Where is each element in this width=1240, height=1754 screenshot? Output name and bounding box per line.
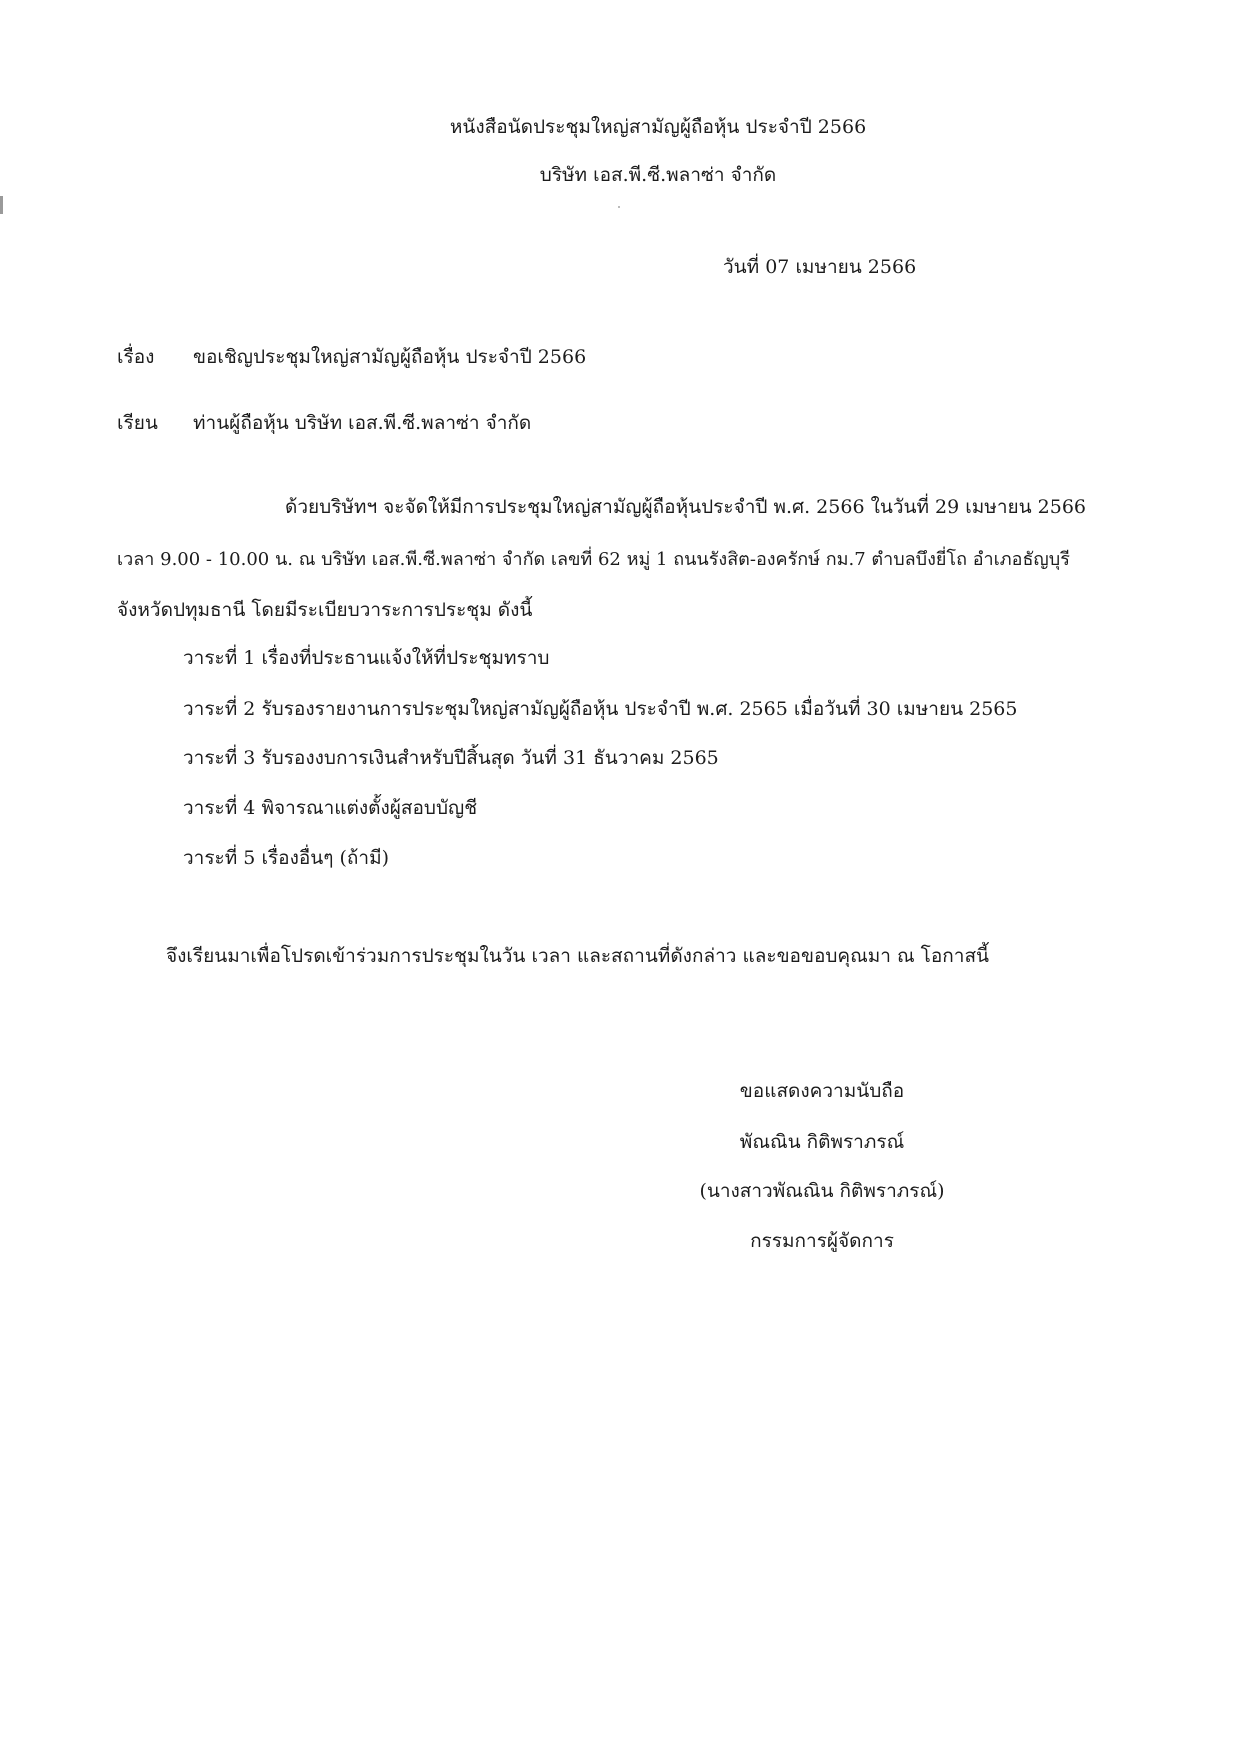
scan-speck bbox=[618, 206, 620, 208]
agenda-item-label: วาระที่ 3 bbox=[183, 747, 256, 769]
recipient-label: เรียน bbox=[117, 412, 158, 434]
agenda-item-text: เรื่องที่ประธานแจ้งให้ที่ประชุมทราบ bbox=[261, 647, 550, 669]
letter-date: วันที่ 07 เมษายน 2566 bbox=[723, 256, 917, 278]
agenda-item-label: วาระที่ 4 bbox=[183, 797, 256, 819]
subject-text: ขอเชิญประชุมใหญ่สามัญผู้ถือหุ้น ประจำปี 2566 bbox=[193, 346, 587, 368]
body-line-3: จังหวัดปทุมธานี โดยมีระเบียบวาระการประชุม ดังนี้ bbox=[117, 599, 533, 621]
body-line-1: ด้วยบริษัทฯ จะจัดให้มีการประชุมใหญ่สามัญผู้ถือหุ้นประจำปี พ.ศ. 2566 ในวันที่ 29 เมษายน 2566 bbox=[285, 496, 1086, 518]
letter-title: หนังสือนัดประชุมใหญ่สามัญผู้ถือหุ้น ประจำปี 2566 bbox=[449, 116, 867, 138]
company-name: บริษัท เอส.พี.ซี.พลาซ่า จำกัด bbox=[539, 164, 777, 186]
signature-regards: ขอแสดงความนับถือ bbox=[739, 1080, 905, 1102]
agenda-item bbox=[183, 749, 719, 768]
closing-sentence: จึงเรียนมาเพื่อโปรดเข้าร่วมการประชุมในวัน เวลา และสถานที่ดังกล่าว และขอขอบคุณมา ณ โอกาสนี้ bbox=[166, 945, 990, 967]
recipient-text: ท่านผู้ถือหุ้น บริษัท เอส.พี.ซี.พลาซ่า จำกัด bbox=[193, 412, 532, 434]
signatory-full-name: (นางสาวพัณณิน กิติพราภรณ์) bbox=[699, 1180, 945, 1202]
agenda-item-text: พิจารณาแต่งตั้งผู้สอบบัญชี bbox=[261, 797, 478, 819]
agenda-item-text: รับรองรายงานการประชุมใหญ่สามัญผู้ถือหุ้น ประจำปี พ.ศ. 2565 เมื่อวันที่ 30 เมษายน 2565 bbox=[261, 698, 1018, 720]
agenda-item-text: เรื่องอื่นๆ (ถ้ามี) bbox=[261, 847, 390, 869]
subject-row bbox=[117, 348, 586, 367]
signatory-position: กรรมการผู้จัดการ bbox=[750, 1230, 894, 1252]
signature-name: พัณณิน กิติพราภรณ์ bbox=[739, 1131, 905, 1153]
subject-label: เรื่อง bbox=[117, 346, 155, 368]
scan-edge-mark bbox=[0, 196, 3, 214]
recipient-row bbox=[117, 414, 531, 433]
body-line-2: เวลา 9.00 - 10.00 น. ณ บริษัท เอส.พี.ซี.พลาซ่า จำกัด เลขที่ 62 หมู่ 1 ถนนรังสิต-องครักษ์ กม.7 ตำบลบึงยี่โถ อำเภอธัญบุรี bbox=[117, 549, 1070, 570]
agenda-item bbox=[183, 799, 477, 818]
agenda-item-label: วาระที่ 5 bbox=[183, 847, 256, 869]
agenda-item-label: วาระที่ 1 bbox=[183, 647, 256, 669]
agenda-item-label: วาระที่ 2 bbox=[183, 698, 256, 720]
agenda-item bbox=[183, 700, 1017, 719]
agenda-item bbox=[183, 649, 549, 668]
agenda-item-text: รับรองงบการเงินสำหรับปีสิ้นสุด วันที่ 31 ธันวาคม 2565 bbox=[261, 747, 719, 769]
agenda-item bbox=[183, 849, 389, 868]
